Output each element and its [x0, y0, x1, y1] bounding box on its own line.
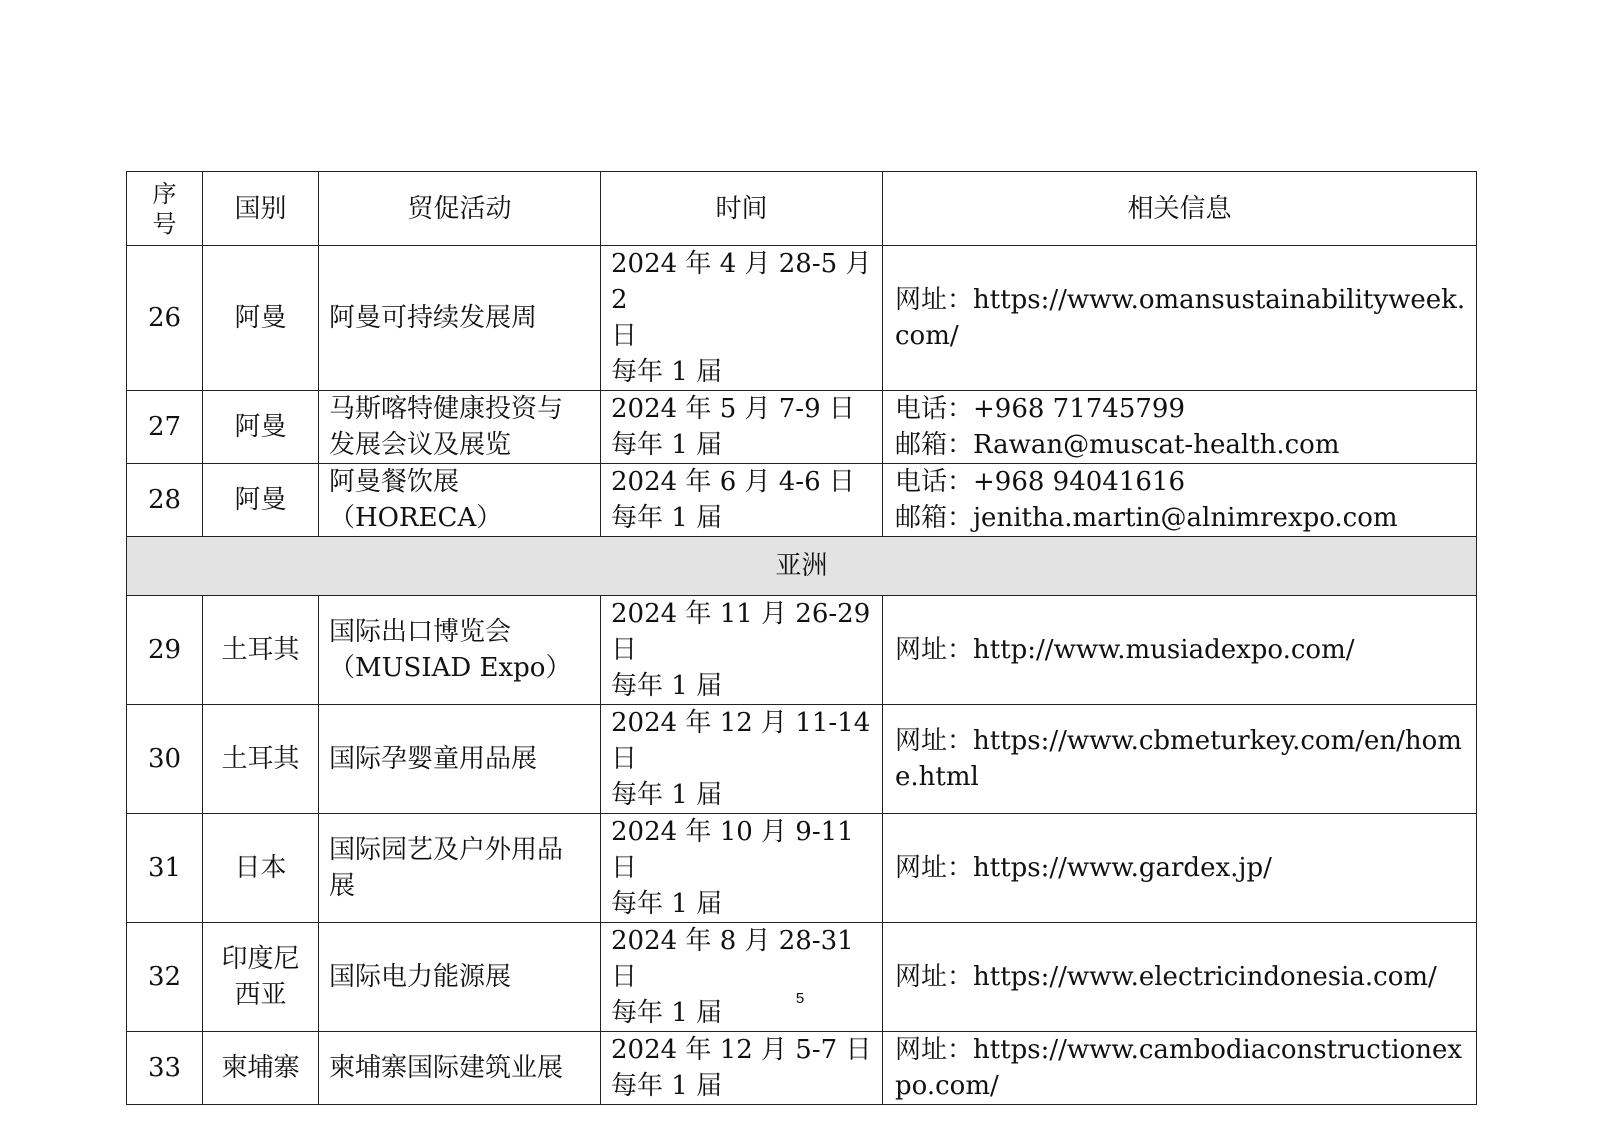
cell-country-line: 印度尼: [221, 944, 300, 974]
cell-event: [319, 705, 601, 814]
cell-time-line: 每年 1 届: [611, 357, 723, 387]
cell-time-line: 2024 年 11 月 26-29 日: [611, 599, 871, 665]
cell-event-line: 国际孕婴童用品展: [329, 744, 538, 774]
header-time: 时间: [601, 172, 883, 246]
cell-event: [319, 923, 601, 1032]
cell-seq: 27: [127, 391, 203, 464]
table-row: [127, 923, 1477, 1032]
cell-time: [601, 391, 883, 464]
cell-country: [203, 596, 319, 705]
table-row: [127, 814, 1477, 923]
region-section: [127, 537, 1477, 596]
cell-time-line: 2024 年 12 月 11-14 日: [611, 708, 871, 774]
cell-event-line: 国际出口博览会: [329, 617, 512, 647]
cell-info: [883, 246, 1477, 391]
cell-event-line: 马斯喀特健康投资与: [329, 394, 564, 424]
cell-info-line: 网址：https://www.cbmeturkey.com/en/home.html: [895, 726, 1462, 792]
cell-time-line: 2024 年 12 月 5-7 日: [611, 1035, 872, 1065]
cell-time-line: 每年 1 届: [611, 671, 723, 701]
cell-country-line: 土耳其: [221, 744, 300, 774]
cell-country-line: 西亚: [234, 980, 287, 1010]
cell-time-line: 每年 1 届: [611, 780, 723, 810]
region-label: 亚洲: [127, 537, 1477, 596]
table-row: [127, 1032, 1477, 1105]
cell-seq: 29: [127, 596, 203, 705]
table-row: [127, 391, 1477, 464]
cell-seq: 28: [127, 464, 203, 537]
cell-country-line: 柬埔寨: [221, 1053, 300, 1083]
cell-time-line: 2024 年 5 月 7-9 日: [611, 394, 855, 424]
table-body-asia: [127, 596, 1477, 1105]
cell-info-line: 网址：https://www.gardex.jp/: [895, 853, 1272, 883]
cell-event: [319, 1032, 601, 1105]
cell-info-line: 邮箱：Rawan@muscat-health.com: [895, 430, 1340, 460]
cell-event-line: 柬埔寨国际建筑业展: [329, 1053, 564, 1083]
cell-event: [319, 596, 601, 705]
cell-info-line: 网址：https://www.electricindonesia.com/: [895, 962, 1437, 992]
cell-time-line: 2024 年 6 月 4-6 日: [611, 467, 855, 497]
cell-country: [203, 464, 319, 537]
cell-event-line: 发展会议及展览: [329, 430, 512, 460]
cell-time-line: 每年 1 届: [611, 503, 723, 533]
cell-info-line: 电话：+968 94041616: [895, 467, 1186, 497]
cell-time-line: 每年 1 届: [611, 430, 723, 460]
cell-event-line: 国际园艺及户外用品: [329, 835, 564, 865]
cell-info: [883, 1032, 1477, 1105]
cell-event-line: （MUSIAD Expo）: [329, 653, 572, 683]
cell-time: [601, 246, 883, 391]
cell-seq: 31: [127, 814, 203, 923]
cell-time: [601, 923, 883, 1032]
cell-country: [203, 814, 319, 923]
cell-country-line: 土耳其: [221, 635, 300, 665]
cell-country: [203, 923, 319, 1032]
cell-event: [319, 246, 601, 391]
cell-event-line: （HORECA）: [329, 503, 503, 533]
cell-info-line: 网址：http://www.musiadexpo.com/: [895, 635, 1355, 665]
cell-info: [883, 705, 1477, 814]
cell-time-line: 2024 年 10 月 9-11 日: [611, 817, 854, 883]
cell-time-line: 每年 1 届: [611, 889, 723, 919]
cell-info-line: 网址：https://www.omansustainabilityweek.com/: [895, 285, 1466, 351]
cell-event-line: 国际电力能源展: [329, 962, 512, 992]
cell-info-line: 电话：+968 71745799: [895, 394, 1186, 424]
table-row: [127, 705, 1477, 814]
cell-seq: 26: [127, 246, 203, 391]
cell-country-line: 阿曼: [234, 303, 287, 333]
header-country: 国别: [203, 172, 319, 246]
cell-info: [883, 596, 1477, 705]
cell-info: [883, 391, 1477, 464]
cell-event: [319, 391, 601, 464]
cell-info: [883, 464, 1477, 537]
cell-time-line: 2024 年 8 月 28-31 日: [611, 926, 854, 992]
cell-time-line: 每年 1 届: [611, 1071, 723, 1101]
cell-country-line: 阿曼: [234, 412, 287, 442]
cell-time-line: 每年 1 届: [611, 998, 723, 1028]
cell-country-line: 日本: [234, 853, 287, 883]
cell-time: [601, 596, 883, 705]
cell-event-line: 阿曼可持续发展周: [329, 303, 538, 333]
cell-country: [203, 1032, 319, 1105]
cell-time-line: 日: [611, 321, 638, 351]
cell-seq: 30: [127, 705, 203, 814]
cell-time-line: 2024 年 4 月 28-5 月 2: [611, 249, 872, 315]
cell-time: [601, 814, 883, 923]
cell-country-line: 阿曼: [234, 485, 287, 515]
cell-info-line: 邮箱：jenitha.martin@alnimrexpo.com: [895, 503, 1398, 533]
cell-info-line: 网址：https://www.cambodiaconstructionexpo.com/: [895, 1035, 1463, 1101]
cell-event-line: 展: [329, 871, 356, 901]
cell-event-line: 阿曼餐饮展: [329, 467, 460, 497]
header-event: 贸促活动: [319, 172, 601, 246]
header-seq: 序号: [127, 172, 203, 246]
region-row: [127, 537, 1477, 596]
page-number: 5: [795, 990, 805, 1007]
table-body-middle-east: [127, 246, 1477, 537]
cell-info: [883, 814, 1477, 923]
cell-event: [319, 814, 601, 923]
table-row: [127, 464, 1477, 537]
cell-country: [203, 391, 319, 464]
cell-seq: 32: [127, 923, 203, 1032]
cell-seq: 33: [127, 1032, 203, 1105]
trade-events-table: [126, 171, 1477, 1105]
header-info: 相关信息: [883, 172, 1477, 246]
cell-country: [203, 705, 319, 814]
cell-time: [601, 1032, 883, 1105]
table-row: [127, 246, 1477, 391]
table-row: [127, 596, 1477, 705]
cell-time: [601, 705, 883, 814]
cell-time: [601, 464, 883, 537]
header-row: [127, 172, 1477, 246]
cell-event: [319, 464, 601, 537]
cell-country: [203, 246, 319, 391]
table-header: [127, 172, 1477, 246]
cell-info: [883, 923, 1477, 1032]
